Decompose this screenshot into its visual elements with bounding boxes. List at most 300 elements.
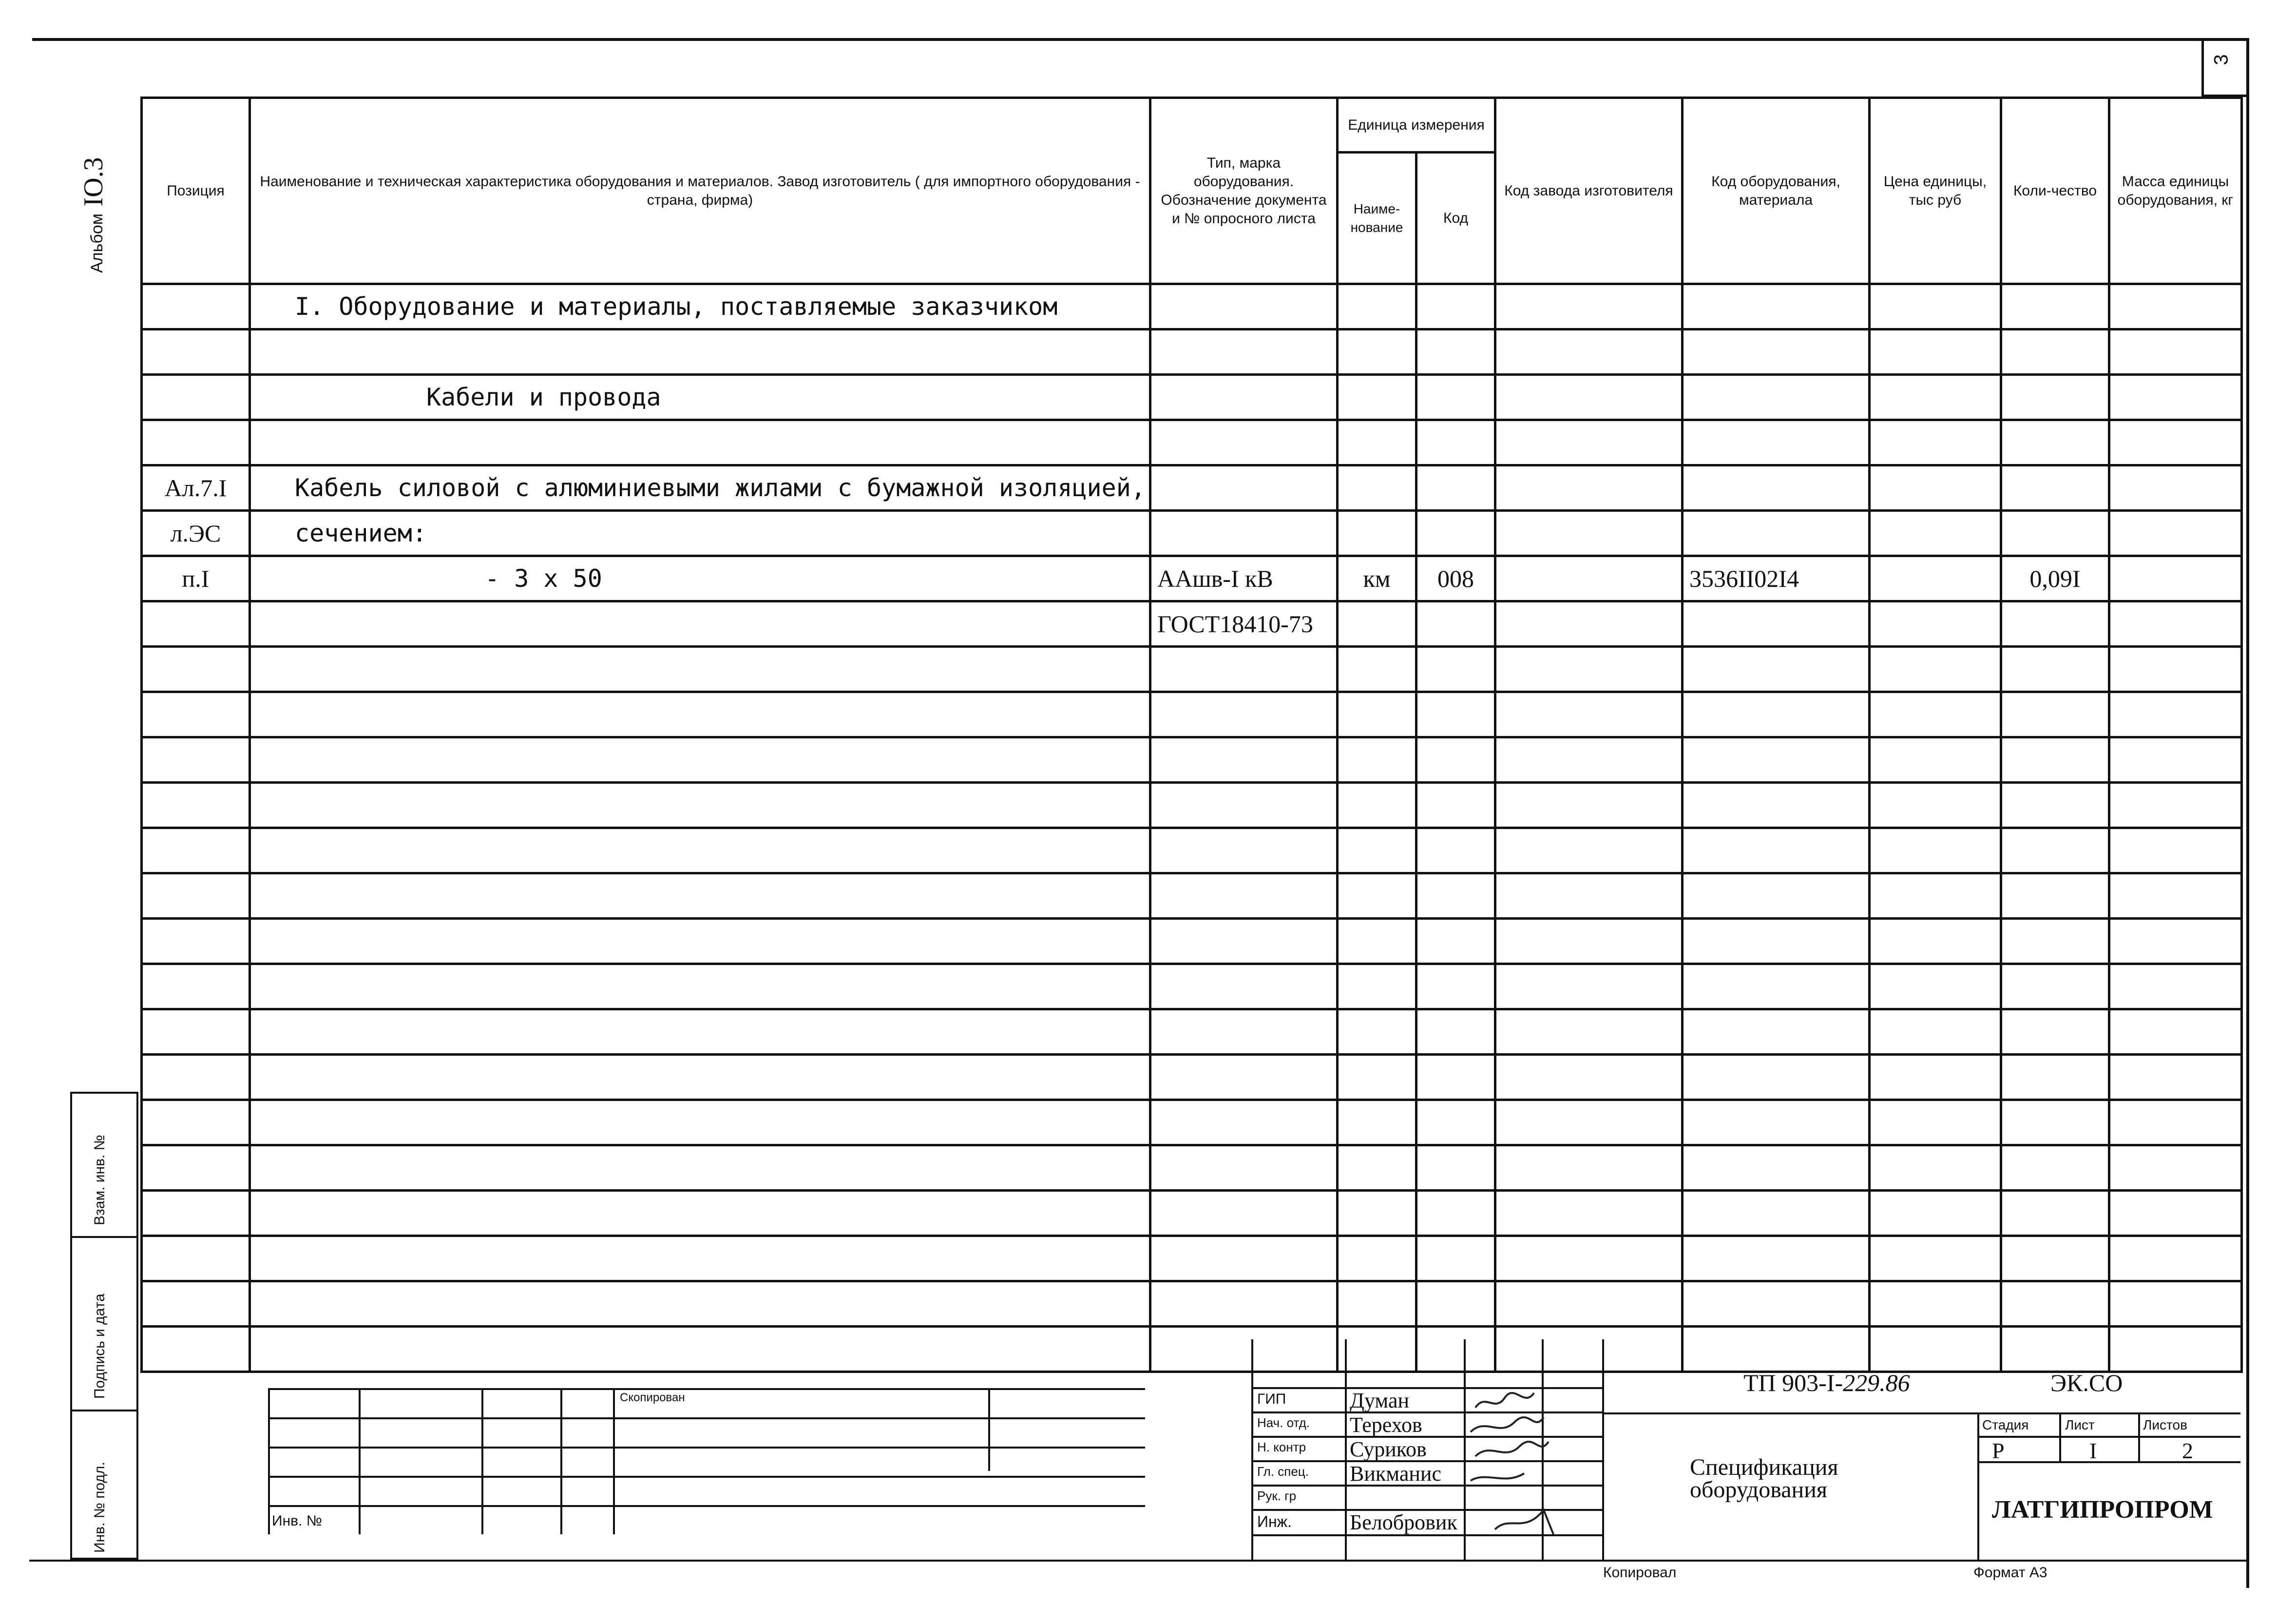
cell-mass (2109, 1145, 2242, 1191)
cell-mass (2109, 329, 2242, 375)
cell-pos (142, 1145, 250, 1191)
header-unit-name: Наиме-нование (1338, 153, 1416, 284)
sheet-label: Лист (2065, 1417, 2095, 1432)
side-label-inv: Инв. № подл. (92, 1462, 108, 1553)
cell-factory (1495, 647, 1683, 692)
cell-qty (2001, 1009, 2109, 1055)
table-row (142, 1055, 2242, 1100)
cell-price (1870, 284, 2001, 329)
cell-price (1870, 737, 2001, 783)
cell-code (1416, 692, 1495, 737)
cell-code (1416, 1009, 1495, 1055)
cell-mass (2109, 420, 2242, 465)
cell-qty (2001, 284, 2109, 329)
cell-unit (1338, 511, 1416, 556)
cell-mass (2109, 783, 2242, 828)
table-row (142, 919, 2242, 964)
cell-factory (1495, 828, 1683, 873)
cell-code (1416, 329, 1495, 375)
tb-rule (1345, 1339, 1347, 1560)
cell-mass (2109, 1236, 2242, 1281)
header-unit-code: Код (1416, 153, 1495, 284)
specification-table (140, 97, 2243, 1373)
stage-label: Стадия (1982, 1417, 2029, 1432)
side-cell-podpis (70, 1236, 138, 1411)
cell-unit (1338, 919, 1416, 964)
sheet-number-box (2201, 41, 2249, 97)
cell-factory (1495, 783, 1683, 828)
cell-code (1416, 964, 1495, 1009)
cell-price (1870, 964, 2001, 1009)
table-row (142, 284, 2242, 329)
table-row (142, 692, 2242, 737)
cell-qty (2001, 1191, 2109, 1236)
cell-pos (142, 692, 250, 737)
format-label: Формат А3 (1973, 1565, 2047, 1581)
cell-qty (2001, 1281, 2109, 1327)
cell-type (1150, 919, 1338, 964)
cell-code (1416, 1145, 1495, 1191)
inv-label: Инв. № (272, 1513, 322, 1529)
cell-unit (1338, 1236, 1416, 1281)
cell-price (1870, 647, 2001, 692)
cell-factory (1495, 1145, 1683, 1191)
cell-price (1870, 692, 2001, 737)
cell-name (250, 1236, 1150, 1281)
cell-unit (1338, 783, 1416, 828)
cell-equip (1683, 1236, 1870, 1281)
cell-type (1150, 737, 1338, 783)
cell-pos (142, 1191, 250, 1236)
cell-qty (2001, 737, 2109, 783)
table-row (142, 647, 2242, 692)
cell-name: I. Оборудование и материалы, поставляемые заказчиком (250, 284, 1150, 329)
cell-equip (1683, 465, 1870, 511)
cell-unit (1338, 465, 1416, 511)
cell-unit (1338, 601, 1416, 647)
cell-unit (1338, 964, 1416, 1009)
cell-pos (142, 329, 250, 375)
doc-code (1743, 1369, 1910, 1397)
cell-factory (1495, 556, 1683, 601)
table-row (142, 1281, 2242, 1327)
cell-price (1870, 919, 2001, 964)
cell-qty (2001, 783, 2109, 828)
cell-price (1870, 465, 2001, 511)
cell-type (1150, 1281, 1338, 1327)
cell-code (1416, 828, 1495, 873)
table-row (142, 828, 2242, 873)
cell-name (250, 420, 1150, 465)
cell-qty (2001, 647, 2109, 692)
tb-rule (2138, 1412, 2140, 1462)
cell-price (1870, 1191, 2001, 1236)
doc-code-hand: 229.86 (1843, 1369, 1910, 1396)
cell-unit (1338, 1281, 1416, 1327)
cell-mass (2109, 1281, 2242, 1327)
table-row (142, 737, 2242, 783)
cell-unit (1338, 692, 1416, 737)
cell-unit (1338, 329, 1416, 375)
tb-rule (560, 1388, 562, 1534)
cell-qty (2001, 420, 2109, 465)
cell-equip (1683, 420, 1870, 465)
cell-factory (1495, 737, 1683, 783)
cell-mass (2109, 1055, 2242, 1100)
cell-type (1150, 873, 1338, 919)
cell-factory (1495, 601, 1683, 647)
tb-rule (1602, 1412, 2240, 1414)
cell-mass (2109, 1191, 2242, 1236)
cell-equip (1683, 647, 1870, 692)
cell-code (1416, 1191, 1495, 1236)
cell-factory (1495, 284, 1683, 329)
signatures-graphic (1466, 1388, 1602, 1539)
role-inzh: Инж. (1257, 1513, 1292, 1530)
table-row (142, 556, 2242, 601)
cell-pos (142, 601, 250, 647)
sheets-value: 2 (2182, 1438, 2193, 1463)
cell-unit (1338, 828, 1416, 873)
cell-pos (142, 1236, 250, 1281)
cell-name (250, 329, 1150, 375)
frame-top-border (32, 38, 2249, 41)
cell-pos: л.ЭС (142, 511, 250, 556)
cell-unit (1338, 1191, 1416, 1236)
table-row (142, 601, 2242, 647)
cell-qty (2001, 601, 2109, 647)
cell-equip (1683, 375, 1870, 420)
cell-equip (1683, 329, 1870, 375)
name-duman: Думан (1350, 1389, 1410, 1412)
cell-code (1416, 783, 1495, 828)
cell-type (1150, 465, 1338, 511)
name-surikov: Суриков (1350, 1437, 1427, 1461)
cell-mass (2109, 647, 2242, 692)
cell-name: Кабель силовой с алюминиевыми жилами с бумажной изоляцией, (250, 465, 1150, 511)
cell-type: ААшв-I кВ (1150, 556, 1338, 601)
tb-rule (268, 1476, 1145, 1478)
cell-price (1870, 1009, 2001, 1055)
cell-factory (1495, 329, 1683, 375)
copied-by-label: Копировал (1603, 1565, 1677, 1581)
cell-price (1870, 556, 2001, 601)
side-label-podpis: Подпись и дата (92, 1294, 108, 1399)
cell-price (1870, 329, 2001, 375)
album-number: IO.3 (78, 157, 109, 207)
side-cell-vzam (70, 1092, 138, 1238)
organization-name: ЛАТГИПРОПРОМ (1992, 1496, 2213, 1524)
cell-qty (2001, 1100, 2109, 1145)
cell-pos (142, 783, 250, 828)
cell-name (250, 1145, 1150, 1191)
cell-type (1150, 284, 1338, 329)
cell-price (1870, 511, 2001, 556)
cell-mass (2109, 556, 2242, 601)
cell-price (1870, 1100, 2001, 1145)
sheet-number: 3 (2210, 54, 2232, 65)
cell-name (250, 737, 1150, 783)
header-factory-code: Код завода изготовителя (1495, 98, 1683, 284)
cell-name: Кабели и провода (250, 375, 1150, 420)
cell-equip (1683, 828, 1870, 873)
cell-type (1150, 964, 1338, 1009)
cell-factory (1495, 1100, 1683, 1145)
cell-equip (1683, 783, 1870, 828)
cell-factory (1495, 964, 1683, 1009)
tb-rule (1602, 1339, 1604, 1560)
cell-qty (2001, 964, 2109, 1009)
cell-pos (142, 420, 250, 465)
frame-bottom-border (29, 1560, 2249, 1562)
cell-mass (2109, 873, 2242, 919)
cell-equip (1683, 1009, 1870, 1055)
cell-qty (2001, 511, 2109, 556)
cell-type (1150, 1191, 1338, 1236)
table-row (142, 511, 2242, 556)
cell-unit (1338, 284, 1416, 329)
header-quantity: Коли-чество (2001, 98, 2109, 284)
cell-code (1416, 420, 1495, 465)
tb-rule (988, 1388, 990, 1471)
header-equipment-code: Код оборудования, материала (1683, 98, 1870, 284)
cell-equip: 3536II02I4 (1683, 556, 1870, 601)
role-nach-otd: Нач. отд. (1257, 1415, 1310, 1430)
cell-code (1416, 511, 1495, 556)
cell-pos (142, 964, 250, 1009)
cell-price (1870, 375, 2001, 420)
cell-unit (1338, 647, 1416, 692)
cell-code (1416, 1281, 1495, 1327)
header-price: Цена единицы, тыс руб (1870, 98, 2001, 284)
cell-qty (2001, 1145, 2109, 1191)
title-block (140, 1339, 2240, 1560)
cell-code (1416, 647, 1495, 692)
cell-unit (1338, 1100, 1416, 1145)
role-gl-spec: Гл. спец. (1257, 1464, 1309, 1479)
cell-code (1416, 737, 1495, 783)
cell-unit (1338, 1009, 1416, 1055)
cell-pos (142, 284, 250, 329)
cell-pos (142, 1281, 250, 1327)
header-unit-group: Единица измерения (1338, 98, 1495, 153)
header-name: Наименование и техническая характеристика оборудования и материалов. Завод изготовитель ( для импортного оборудования - страна, фирма) (250, 98, 1150, 284)
cell-unit (1338, 1055, 1416, 1100)
role-gip: ГИП (1257, 1391, 1286, 1407)
table-row (142, 465, 2242, 511)
doc-code-suffix: ЭК.СО (2050, 1369, 2123, 1396)
tb-rule (1977, 1412, 1979, 1560)
cell-factory (1495, 873, 1683, 919)
cell-equip (1683, 1145, 1870, 1191)
side-label-vzam: Взам. инв. № (92, 1135, 108, 1225)
cell-equip (1683, 284, 1870, 329)
cell-type (1150, 1100, 1338, 1145)
cell-mass (2109, 1009, 2242, 1055)
cell-qty: 0,09I (2001, 556, 2109, 601)
cell-price (1870, 873, 2001, 919)
stage-value: Р (1992, 1438, 2005, 1463)
cell-qty (2001, 375, 2109, 420)
cell-qty (2001, 329, 2109, 375)
cell-type (1150, 647, 1338, 692)
cell-mass (2109, 1100, 2242, 1145)
cell-factory (1495, 375, 1683, 420)
tb-rule (2059, 1412, 2061, 1462)
header-position: Позиция (142, 98, 250, 284)
cell-unit: км (1338, 556, 1416, 601)
cell-mass (2109, 737, 2242, 783)
cell-factory (1495, 511, 1683, 556)
cell-mass (2109, 511, 2242, 556)
cell-name (250, 692, 1150, 737)
cell-equip (1683, 873, 1870, 919)
cell-name: сечением: (250, 511, 1150, 556)
cell-mass (2109, 601, 2242, 647)
cell-price (1870, 1236, 2001, 1281)
role-ruk-gr: Рук. гр (1257, 1488, 1297, 1503)
tb-rule (481, 1388, 483, 1534)
table-row (142, 420, 2242, 465)
table-row (142, 873, 2242, 919)
cell-pos (142, 737, 250, 783)
side-signature-strip (70, 1092, 138, 1560)
cell-price (1870, 420, 2001, 465)
cell-price (1870, 1055, 2001, 1100)
cell-factory (1495, 919, 1683, 964)
cell-unit (1338, 873, 1416, 919)
cell-type (1150, 375, 1338, 420)
cell-qty (2001, 692, 2109, 737)
role-n-kontr: Н. контр (1257, 1440, 1306, 1454)
cell-type (1150, 511, 1338, 556)
cell-pos: Ал.7.I (142, 465, 250, 511)
name-terekhov: Терехов (1350, 1413, 1422, 1437)
cell-price (1870, 1145, 2001, 1191)
cell-mass (2109, 375, 2242, 420)
album-label (78, 157, 109, 273)
cell-qty (2001, 1236, 2109, 1281)
cell-equip (1683, 1281, 1870, 1327)
cell-factory (1495, 1191, 1683, 1236)
album-word: Альбом (88, 213, 106, 273)
table-row (142, 1236, 2242, 1281)
table-row (142, 964, 2242, 1009)
cell-qty (2001, 1055, 2109, 1100)
cell-equip (1683, 1191, 1870, 1236)
name-vikmanis: Викманис (1350, 1462, 1441, 1486)
cell-unit (1338, 1145, 1416, 1191)
table-row (142, 1191, 2242, 1236)
cell-code (1416, 873, 1495, 919)
cell-mass (2109, 919, 2242, 964)
cell-code (1416, 601, 1495, 647)
header-type: Тип, марка оборудования. Обозначение документа и № опросного листа (1150, 98, 1338, 284)
tb-rule (268, 1388, 1145, 1390)
header-mass: Масса единицы оборудования, кг (2109, 98, 2242, 284)
cell-name (250, 1100, 1150, 1145)
cell-name (250, 783, 1150, 828)
cell-type: ГОСТ18410-73 (1150, 601, 1338, 647)
cell-code (1416, 1055, 1495, 1100)
cell-code (1416, 284, 1495, 329)
cell-pos: п.I (142, 556, 250, 601)
cell-type (1150, 1236, 1338, 1281)
cell-price (1870, 828, 2001, 873)
cell-mass (2109, 828, 2242, 873)
cell-type (1150, 329, 1338, 375)
tb-rule (268, 1447, 1145, 1449)
cell-price (1870, 601, 2001, 647)
cell-equip (1683, 919, 1870, 964)
cell-pos (142, 873, 250, 919)
cell-equip (1683, 737, 1870, 783)
cell-equip (1683, 1100, 1870, 1145)
cell-type (1150, 828, 1338, 873)
tb-rule (1977, 1436, 2240, 1438)
cell-type (1150, 420, 1338, 465)
tb-rule (268, 1417, 1145, 1419)
cell-factory (1495, 420, 1683, 465)
cell-factory (1495, 1055, 1683, 1100)
cell-equip (1683, 601, 1870, 647)
cell-type (1150, 1009, 1338, 1055)
tb-rule (1977, 1461, 2240, 1463)
cell-unit (1338, 737, 1416, 783)
cell-qty (2001, 465, 2109, 511)
cell-mass (2109, 692, 2242, 737)
doc-title: Спецификация оборудования (1690, 1454, 1838, 1503)
cell-type (1150, 783, 1338, 828)
tb-rule (1251, 1339, 1253, 1560)
table-row (142, 1145, 2242, 1191)
tb-rule (268, 1505, 1145, 1507)
table-row (142, 375, 2242, 420)
cell-factory (1495, 1009, 1683, 1055)
cell-name (250, 919, 1150, 964)
sheet-value: I (2089, 1438, 2097, 1463)
table-row (142, 1009, 2242, 1055)
cell-mass (2109, 465, 2242, 511)
cell-equip (1683, 511, 1870, 556)
sheets-label: Листов (2143, 1417, 2187, 1432)
cell-code (1416, 375, 1495, 420)
cell-pos (142, 828, 250, 873)
cell-pos (142, 919, 250, 964)
cell-price (1870, 783, 2001, 828)
copied-label: Скопирован (620, 1391, 685, 1404)
table-row (142, 783, 2242, 828)
cell-type (1150, 1055, 1338, 1100)
cell-factory (1495, 1281, 1683, 1327)
doc-code-prefix: ТП 903-I- (1743, 1369, 1843, 1396)
cell-qty (2001, 828, 2109, 873)
frame-right-border (2246, 38, 2249, 1588)
cell-price (1870, 1281, 2001, 1327)
cell-type (1150, 692, 1338, 737)
cell-name (250, 964, 1150, 1009)
cell-name (250, 1281, 1150, 1327)
cell-qty (2001, 919, 2109, 964)
tb-rule (268, 1388, 270, 1534)
tb-rule (613, 1388, 615, 1534)
cell-name (250, 1009, 1150, 1055)
cell-name (250, 828, 1150, 873)
cell-pos (142, 1055, 250, 1100)
cell-code (1416, 1100, 1495, 1145)
cell-equip (1683, 692, 1870, 737)
cell-type (1150, 1145, 1338, 1191)
